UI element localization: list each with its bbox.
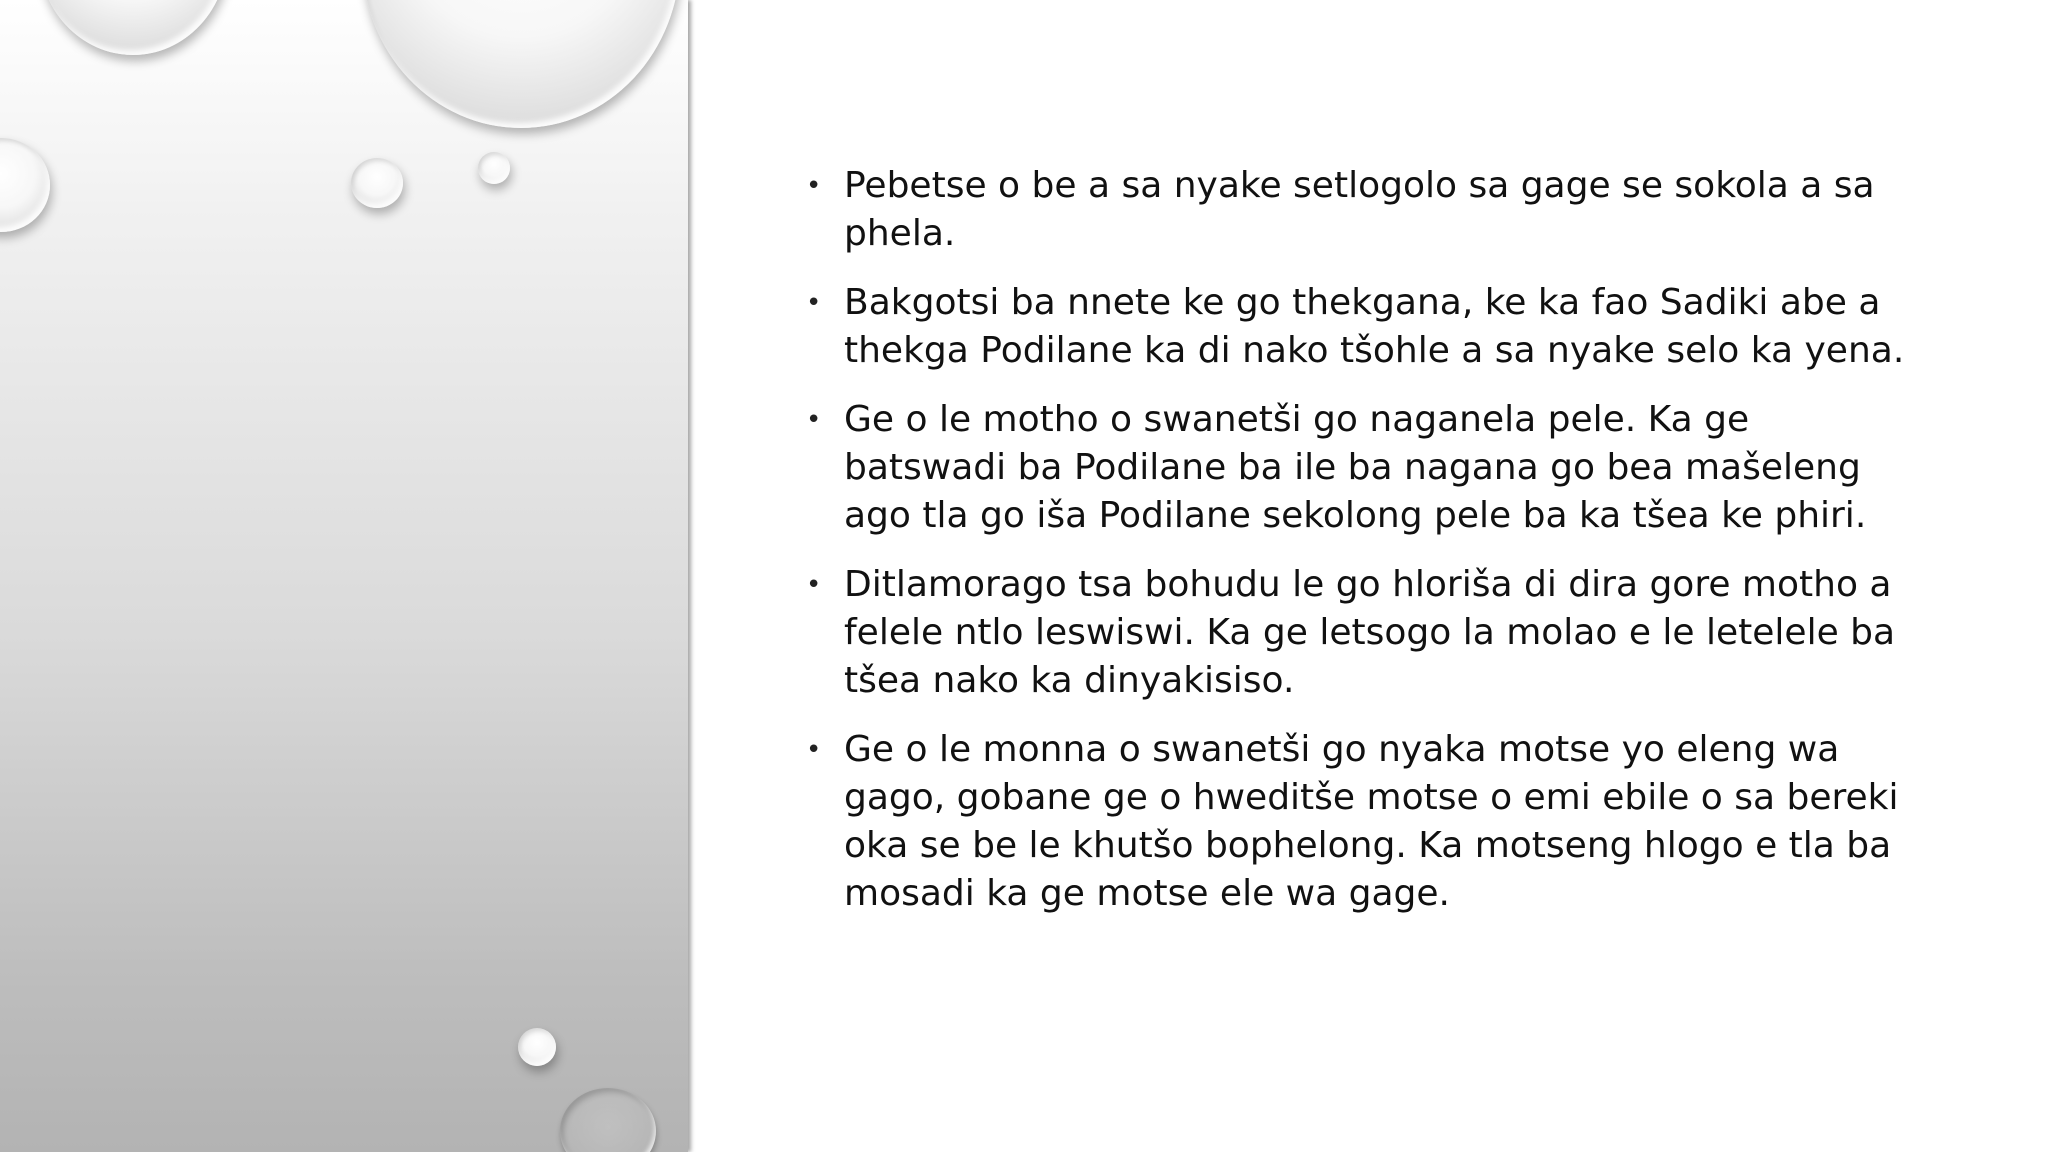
- decorative-side-panel: [0, 0, 688, 1152]
- bullet-text: Ge o le monna o swanetši go nyaka motse yo eleng wa gago, gobane ge o hweditše motse o emi ebile o sa bereki oka se be le khutšo bophelong. Ka motseng hlogo e tla ba mosadi ka ge motse ele wa gage.: [844, 729, 1899, 914]
- bullet-icon: •: [806, 171, 822, 201]
- bullet-list: [800, 162, 1910, 918]
- bullet-item: [800, 279, 1910, 375]
- bullet-icon: •: [806, 735, 822, 765]
- bullet-text: Ditlamorago tsa bohudu le go hloriša di dira gore motho a felele ntlo leswiswi. Ka ge letsogo la molao e le letelele ba tšea nako ka dinyakisiso.: [844, 564, 1896, 701]
- bullet-icon: •: [806, 288, 822, 318]
- water-drop-decoration: [38, 0, 228, 55]
- water-drop-decoration: [560, 1088, 656, 1152]
- bullet-item: [800, 162, 1910, 258]
- bullet-text: Pebetse o be a sa nyake setlogolo sa gage se sokola a sa phela.: [844, 165, 1875, 254]
- bullet-item: [800, 396, 1910, 540]
- bullet-item: [800, 726, 1910, 918]
- water-drop-decoration: [478, 152, 510, 184]
- slide-body: [800, 162, 1910, 939]
- bullet-text: Bakgotsi ba nnete ke go thekgana, ke ka fao Sadiki abe a thekga Podilane ka di nako tšohle a sa nyake selo ka yena.: [844, 282, 1905, 371]
- water-drop-decoration: [0, 138, 50, 232]
- bullet-text: Ge o le motho o swanetši go naganela pele. Ka ge batswadi ba Podilane ba ile ba nagana go bea mašeleng ago tla go iša Podilane sekolong pele ba ka tšea ke phiri.: [844, 399, 1867, 536]
- bullet-icon: •: [806, 570, 822, 600]
- water-drop-decoration: [518, 1028, 556, 1066]
- water-drop-decoration: [351, 158, 403, 208]
- bullet-icon: •: [806, 405, 822, 435]
- bullet-item: [800, 561, 1910, 705]
- water-drop-decoration: [362, 0, 680, 128]
